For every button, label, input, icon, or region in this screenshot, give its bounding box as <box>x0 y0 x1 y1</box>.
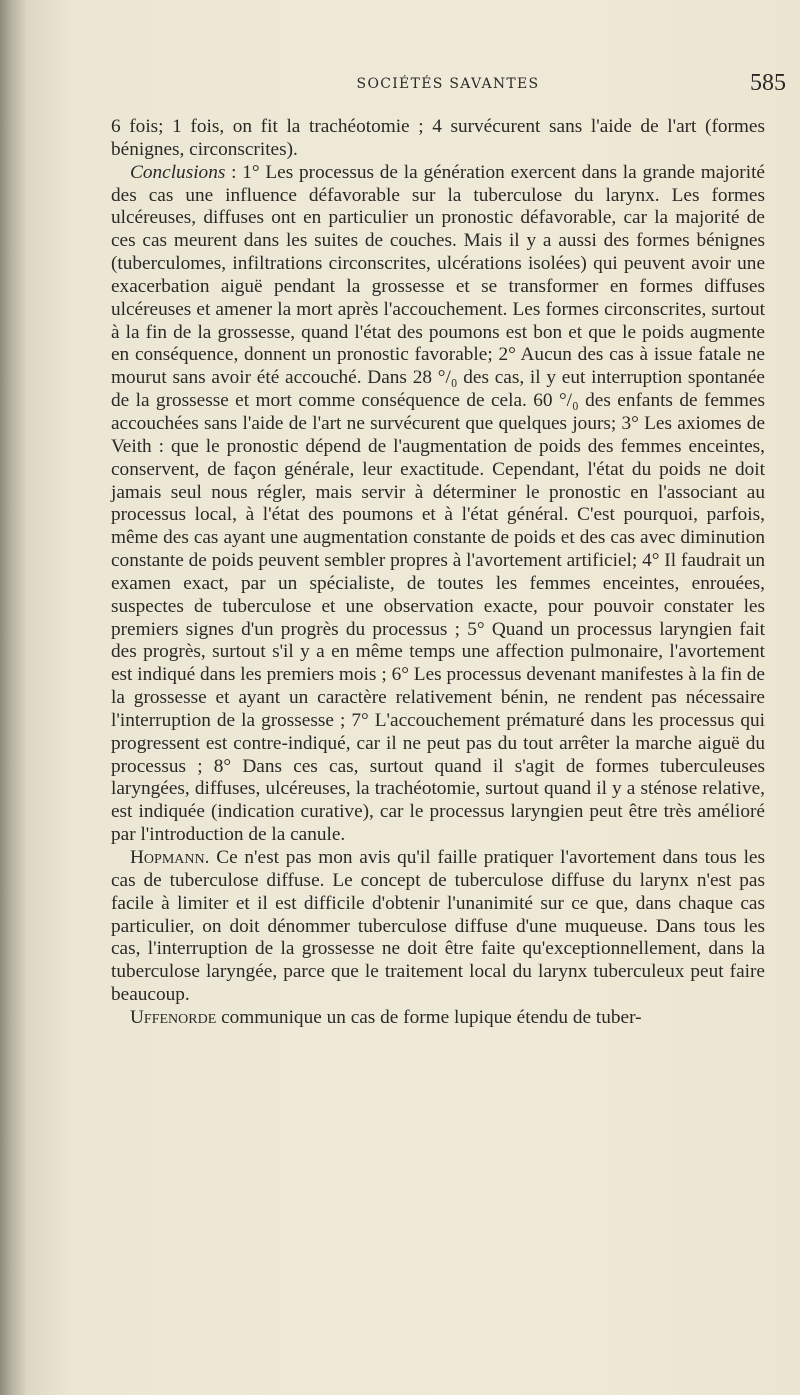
book-spine-shadow <box>0 0 26 1395</box>
conclusions-text: : 1° Les processus de la génération exercent dans la grande majorité des cas une influence défavorable sur la tuberculose du larynx. Les formes ulcéreuses, diffuses ont en particulier un pronostic défavorable, car la majorité de ces cas meurent dans les suites de couches. Mais il y a aussi des formes bénignes (tuberculomes, infiltrations circonscrites, ulcérations isolées) qui peuvent avoir une exacerbation aiguë pendant la grossesse et se transformer en formes diffuses ulcéreuses et amener la mort après l'accouchement. Les formes circonscrites, surtout à la fin de la grossesse, quand l'état des poumons est bon et que le poids augmente en conséquence, donnent un pronostic favorable; 2° Aucun des cas à issue fatale ne mourut sans avoir été accouché. Dans 28 °/₀ des cas, il y eut interruption spontanée de la grossesse et mort comme conséquence de cela. 60 °/₀ des enfants de femmes accouchées sans l'aide de l'art ne survécurent que quelques jours; 3° Les axiomes de Veith : que le pronostic dépend de l'augmentation de poids des femmes enceintes, conservent, de façon générale, leur exactitude. Cependant, l'état du poids ne doit jamais seul nous régler, mais servir à déterminer le pronostic en l'associant au processus local, à l'état des poumons et à l'état général. C'est pourquoi, parfois, même des cas ayant une augmentation constante de poids et des cas avec diminution constante de poids peuvent sembler propres à l'avortement artificiel; 4° Il faudrait un examen exact, par un spécialiste, de toutes les femmes enceintes, enrouées, suspectes de tuberculose et une observation exacte, pour pouvoir constater les premiers signes d'un progrès du processus ; 5° Quand un processus laryngien fait des progrès, surtout s'il y a en même temps une affection pulmonaire, l'avortement est indiqué dans les premiers mois ; 6° Les processus devenant manifestes à la fin de la grossesse et ayant un caractère relativement bénin, ne rendent pas nécessaire l'interruption de la grossesse ; 7° L'accouchement prématuré dans les processus qui progressent est contre-indiqué, car il ne peut pas du tout arrêter la marche aiguë du processus ; 8° Dans ces cas, surtout quand il s'agit de formes tuberculeuses laryngées, diffuses, ulcéreuses, la trachéotomie, surtout quand il y a sténose relative, est indiquée (indication curative), car le processus laryngien peut être très amélioré par l'introduction de la canule. <box>111 161 765 846</box>
paragraph-continuation: 6 fois; 1 fois, on fit la trachéotomie ; 4 survécurent sans l'aide de l'art (formes bénignes, circonscrites). <box>111 116 765 160</box>
speaker-name: Hopmann <box>130 847 205 868</box>
paragraph-uffenorde <box>111 1007 765 1030</box>
running-head: SOCIÉTÉS SAVANTES <box>356 76 540 92</box>
hopmann-text: . Ce n'est pas mon avis qu'il faille pratiquer l'avortement dans tous les cas de tuberculose diffuse. Le concept de tuberculose diffuse du larynx n'est pas facile à limiter et il est difficile d'obtenir l'unanimité sur ce que, dans chaque cas particulier, on doit dénommer tuberculose diffuse d'une muqueuse. Dans tous les cas, l'interruption de la grossesse ne doit être faite qu'exceptionnellement, dans la tuberculose laryngée, parce que le traitement local du larynx tuberculeux peut faire beaucoup. <box>111 847 765 1006</box>
body-text <box>111 116 765 1030</box>
conclusions-label: Conclusions <box>130 161 226 183</box>
uffenorde-text: communique un cas de forme lupique étendu de tuber- <box>216 1006 642 1028</box>
page-header <box>110 70 786 102</box>
book-page <box>26 0 800 1395</box>
paragraph-conclusions <box>111 162 765 847</box>
speaker-name: Uffenorde <box>130 1006 217 1028</box>
paragraph-hopmann <box>111 847 765 1007</box>
page-number: 585 <box>750 70 786 96</box>
